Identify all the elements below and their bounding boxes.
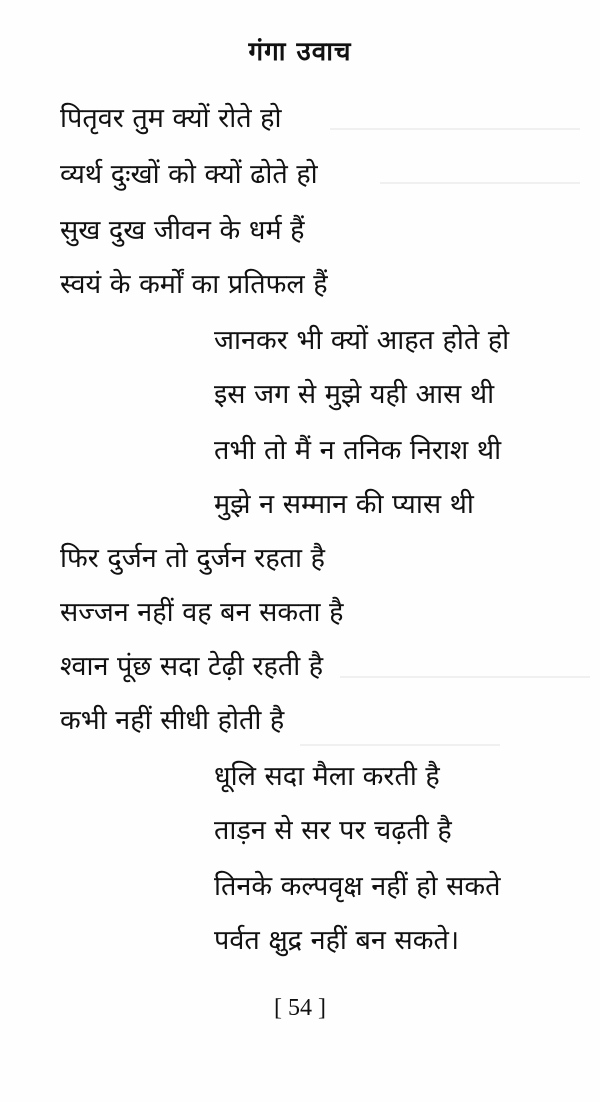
poem-line: मुझे न सम्मान की प्यास थी — [214, 489, 474, 520]
poem-line: पितृवर तुम क्यों रोते हो — [60, 103, 282, 134]
poem-line: कभी नहीं सीधी होती है — [60, 705, 285, 736]
poem-line: सुख दुख जीवन के धर्म हैं — [60, 215, 305, 246]
show-through-mark — [300, 744, 500, 746]
poem-line: तिनके कल्पवृक्ष नहीं हो सकते — [214, 871, 501, 902]
poem-line: श्वान पूंछ सदा टेढ़ी रहती है — [60, 651, 324, 682]
poem-line: धूलि सदा मैला करती है — [214, 761, 440, 792]
poem-line: जानकर भी क्यों आहत होते हो — [214, 325, 510, 356]
poem-title: गंगा उवाच — [248, 37, 352, 67]
poem-line: तभी तो मैं न तनिक निराश थी — [214, 435, 502, 466]
show-through-mark — [330, 128, 580, 130]
show-through-mark — [340, 676, 590, 678]
page-number: [ 54 ] — [274, 995, 326, 1021]
show-through-mark — [380, 182, 580, 184]
poem-line: व्यर्थ दुःखों को क्यों ढोते हो — [60, 159, 318, 190]
poem-line: फिर दुर्जन तो दुर्जन रहता है — [60, 543, 325, 574]
poem-line: पर्वत क्षुद्र नहीं बन सकते। — [214, 925, 460, 956]
poem-line: स्वयं के कर्मों का प्रतिफल हैं — [60, 269, 328, 300]
poem-line: इस जग से मुझे यही आस थी — [214, 379, 495, 410]
poem-line: ताड़न से सर पर चढ़ती है — [214, 815, 452, 846]
poem-line: सज्जन नहीं वह बन सकता है — [60, 597, 344, 628]
